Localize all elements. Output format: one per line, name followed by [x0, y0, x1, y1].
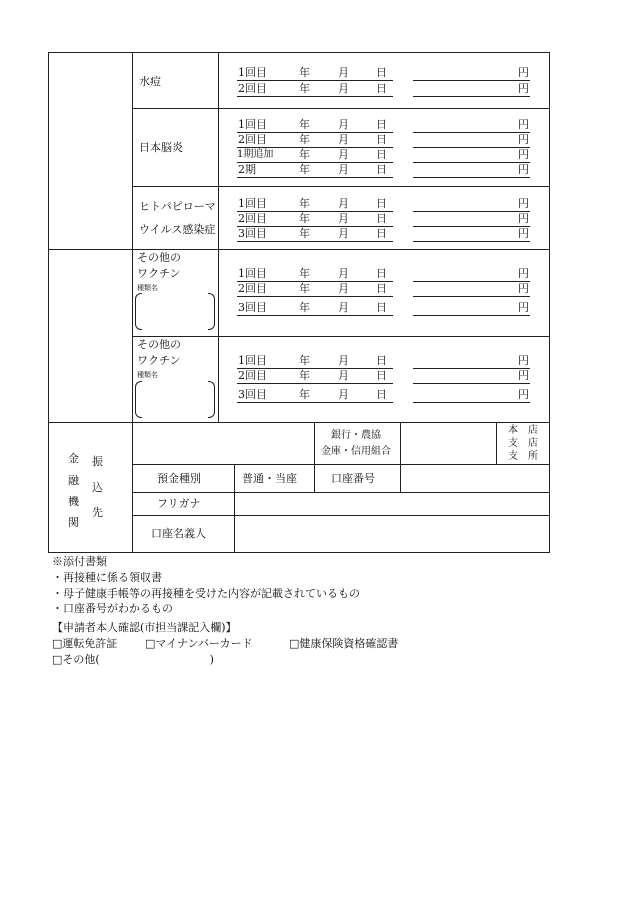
- bank-name-input[interactable]: [134, 424, 312, 463]
- left-bracket: [135, 293, 142, 330]
- vaccine-type-input[interactable]: [143, 383, 206, 415]
- day-label: 日: [376, 354, 387, 367]
- bank-row-divider: [132, 515, 550, 516]
- bank-row-divider: [132, 464, 550, 465]
- account-holder-label: 口座名義人: [151, 527, 206, 540]
- year-label: 年: [299, 227, 310, 240]
- dose-number: 2回目: [238, 212, 267, 225]
- bank-row-divider: [132, 492, 550, 493]
- account-number-label: 口座番号: [331, 472, 375, 485]
- month-label: 月: [338, 133, 349, 146]
- month-label: 月: [338, 282, 349, 295]
- date-underline: [237, 296, 393, 297]
- col-divider-1: [132, 52, 133, 552]
- vaccine-name-hpv-line2: ウイルス感染症: [139, 223, 216, 236]
- month-label: 月: [338, 163, 349, 176]
- date-underline: [237, 162, 393, 163]
- bank-type-label: 金庫・信用組合: [321, 446, 391, 457]
- day-label: 日: [376, 66, 387, 79]
- amount-underline: [413, 296, 530, 297]
- other-vaccine-label-line2: ワクチン: [137, 354, 181, 367]
- type-name-label: 種類名: [137, 284, 158, 292]
- date-underline: [237, 177, 393, 178]
- drivers-license-checkbox[interactable]: □運転免許証: [52, 637, 118, 650]
- section-label-char: 融: [68, 474, 79, 487]
- amount-underline: [413, 402, 530, 403]
- vaccine-name-hpv-line1: ヒトパピローマ: [139, 200, 216, 213]
- date-underline: [237, 241, 393, 242]
- day-label: 日: [376, 388, 387, 401]
- day-label: 日: [376, 267, 387, 280]
- vaccine-name-japanese-encephalitis: 日本脳炎: [139, 141, 183, 154]
- attachment-item: ・再接種に係る領収書: [52, 571, 162, 584]
- year-label: 年: [299, 212, 310, 225]
- month-label: 月: [338, 148, 349, 161]
- furigana-input[interactable]: [236, 494, 548, 514]
- dose-number: 1回目: [238, 354, 267, 367]
- year-label: 年: [299, 369, 310, 382]
- deposit-type-label: 預金種別: [157, 472, 201, 485]
- day-label: 日: [376, 301, 387, 314]
- yen-label: 円: [518, 212, 529, 225]
- date-underline: [237, 315, 393, 316]
- month-label: 月: [338, 118, 349, 131]
- amount-underline: [413, 80, 530, 81]
- amount-underline: [413, 162, 530, 163]
- other-vaccine-label-line2: ワクチン: [137, 267, 181, 280]
- health-insurance-checkbox[interactable]: □健康保険資格確認書: [289, 637, 399, 650]
- other-id-checkbox[interactable]: □その他( ): [52, 653, 214, 666]
- yen-label: 円: [518, 163, 529, 176]
- bank-type-label: 銀行・農協: [331, 430, 381, 441]
- row-divider: [132, 186, 550, 187]
- yen-label: 円: [518, 133, 529, 146]
- yen-label: 円: [518, 267, 529, 280]
- dose-number: 2回目: [238, 82, 267, 95]
- day-label: 日: [376, 212, 387, 225]
- amount-underline: [413, 315, 530, 316]
- year-label: 年: [299, 148, 310, 161]
- yen-label: 円: [518, 82, 529, 95]
- year-label: 年: [299, 301, 310, 314]
- attachment-item: ・母子健康手帳等の再接種を受けた内容が記載されているもの: [52, 587, 360, 600]
- date-underline: [237, 147, 393, 148]
- yen-label: 円: [518, 282, 529, 295]
- other-vaccine-label-line1: その他の: [137, 338, 181, 351]
- right-bracket: [208, 381, 215, 418]
- bank-col-divider: [496, 422, 497, 465]
- dose-number: 3回目: [238, 227, 267, 240]
- dose-number: 3回目: [238, 388, 267, 401]
- section-label-char: 込: [92, 481, 103, 494]
- date-underline: [237, 402, 393, 403]
- dose-number: 2回目: [238, 369, 267, 382]
- row-divider: [132, 108, 550, 109]
- branch-name-input[interactable]: [402, 424, 494, 463]
- date-underline: [237, 383, 393, 384]
- deposit-type-value[interactable]: 普通・当座: [242, 472, 297, 485]
- yen-label: 円: [518, 118, 529, 131]
- branch-type-label: 支 所: [508, 451, 538, 462]
- table-top-border: [48, 52, 550, 53]
- month-label: 月: [338, 197, 349, 210]
- amount-underline: [413, 368, 530, 369]
- day-label: 日: [376, 282, 387, 295]
- amount-underline: [413, 132, 530, 133]
- dose-number: 3回目: [238, 301, 267, 314]
- other-vaccine-label-line1: その他の: [137, 251, 181, 264]
- day-label: 日: [376, 227, 387, 240]
- vaccine-name-varicella: 水痘: [139, 75, 161, 88]
- year-label: 年: [299, 282, 310, 295]
- month-label: 月: [338, 82, 349, 95]
- amount-underline: [413, 383, 530, 384]
- attachment-item: ・口座番号がわかるもの: [52, 602, 173, 615]
- bank-col-divider: [400, 422, 401, 492]
- dose-number: 1回目: [238, 197, 267, 210]
- dose-number: 1期追加: [237, 149, 274, 160]
- year-label: 年: [299, 66, 310, 79]
- month-label: 月: [338, 354, 349, 367]
- amount-underline: [413, 211, 530, 212]
- year-label: 年: [299, 267, 310, 280]
- row-divider: [48, 422, 550, 423]
- yen-label: 円: [518, 369, 529, 382]
- yen-label: 円: [518, 301, 529, 314]
- day-label: 日: [376, 148, 387, 161]
- day-label: 日: [376, 118, 387, 131]
- bank-col-divider: [234, 464, 235, 552]
- year-label: 年: [299, 133, 310, 146]
- section-label-char: 金: [68, 452, 79, 465]
- yen-label: 円: [518, 197, 529, 210]
- yen-label: 円: [518, 354, 529, 367]
- branch-type-label: 支 店: [508, 438, 538, 449]
- table-bottom-border: [48, 552, 550, 553]
- dose-number: 2期: [238, 163, 256, 176]
- month-label: 月: [338, 267, 349, 280]
- identity-title: 【申請者本人確認(市担当課記入欄)】: [52, 621, 237, 634]
- amount-underline: [413, 281, 530, 282]
- section-label-char: 振: [92, 455, 103, 468]
- vaccine-type-input[interactable]: [143, 295, 206, 327]
- bank-col-divider: [314, 422, 315, 465]
- yen-label: 円: [518, 227, 529, 240]
- dose-number: 1回目: [238, 118, 267, 131]
- table-right-border: [549, 52, 550, 552]
- my-number-card-checkbox[interactable]: □マイナンバーカード: [145, 637, 253, 650]
- row-divider: [48, 249, 550, 250]
- year-label: 年: [299, 82, 310, 95]
- account-number-input[interactable]: [402, 466, 548, 491]
- day-label: 日: [376, 369, 387, 382]
- bank-col-divider: [314, 464, 315, 492]
- amount-underline: [413, 177, 530, 178]
- month-label: 月: [338, 301, 349, 314]
- month-label: 月: [338, 227, 349, 240]
- month-label: 月: [338, 212, 349, 225]
- date-underline: [237, 96, 393, 97]
- year-label: 年: [299, 118, 310, 131]
- dose-number: 2回目: [238, 133, 267, 146]
- dose-number: 1回目: [238, 267, 267, 280]
- day-label: 日: [376, 197, 387, 210]
- year-label: 年: [299, 197, 310, 210]
- left-bracket: [135, 381, 142, 418]
- attachments-title: ※添付書類: [52, 555, 107, 568]
- yen-label: 円: [518, 66, 529, 79]
- month-label: 月: [338, 369, 349, 382]
- dose-number: 1回目: [238, 66, 267, 79]
- section-label-char: 先: [92, 506, 103, 519]
- dose-number: 2回目: [238, 282, 267, 295]
- amount-underline: [413, 241, 530, 242]
- amount-underline: [413, 96, 530, 97]
- year-label: 年: [299, 354, 310, 367]
- day-label: 日: [376, 133, 387, 146]
- section-label-char: 機: [68, 495, 79, 508]
- month-label: 月: [338, 66, 349, 79]
- row-divider: [132, 336, 550, 337]
- amount-underline: [413, 226, 530, 227]
- yen-label: 円: [518, 148, 529, 161]
- account-holder-input[interactable]: [236, 517, 548, 551]
- type-name-label: 種類名: [137, 371, 158, 379]
- yen-label: 円: [518, 388, 529, 401]
- amount-underline: [413, 147, 530, 148]
- section-label-char: 関: [68, 516, 79, 529]
- table-left-border: [48, 52, 49, 552]
- day-label: 日: [376, 163, 387, 176]
- right-bracket: [208, 293, 215, 330]
- year-label: 年: [299, 388, 310, 401]
- day-label: 日: [376, 82, 387, 95]
- date-underline: [237, 80, 393, 81]
- furigana-label: フリガナ: [157, 497, 201, 510]
- month-label: 月: [338, 388, 349, 401]
- year-label: 年: [299, 163, 310, 176]
- branch-type-label: 本 店: [508, 425, 538, 436]
